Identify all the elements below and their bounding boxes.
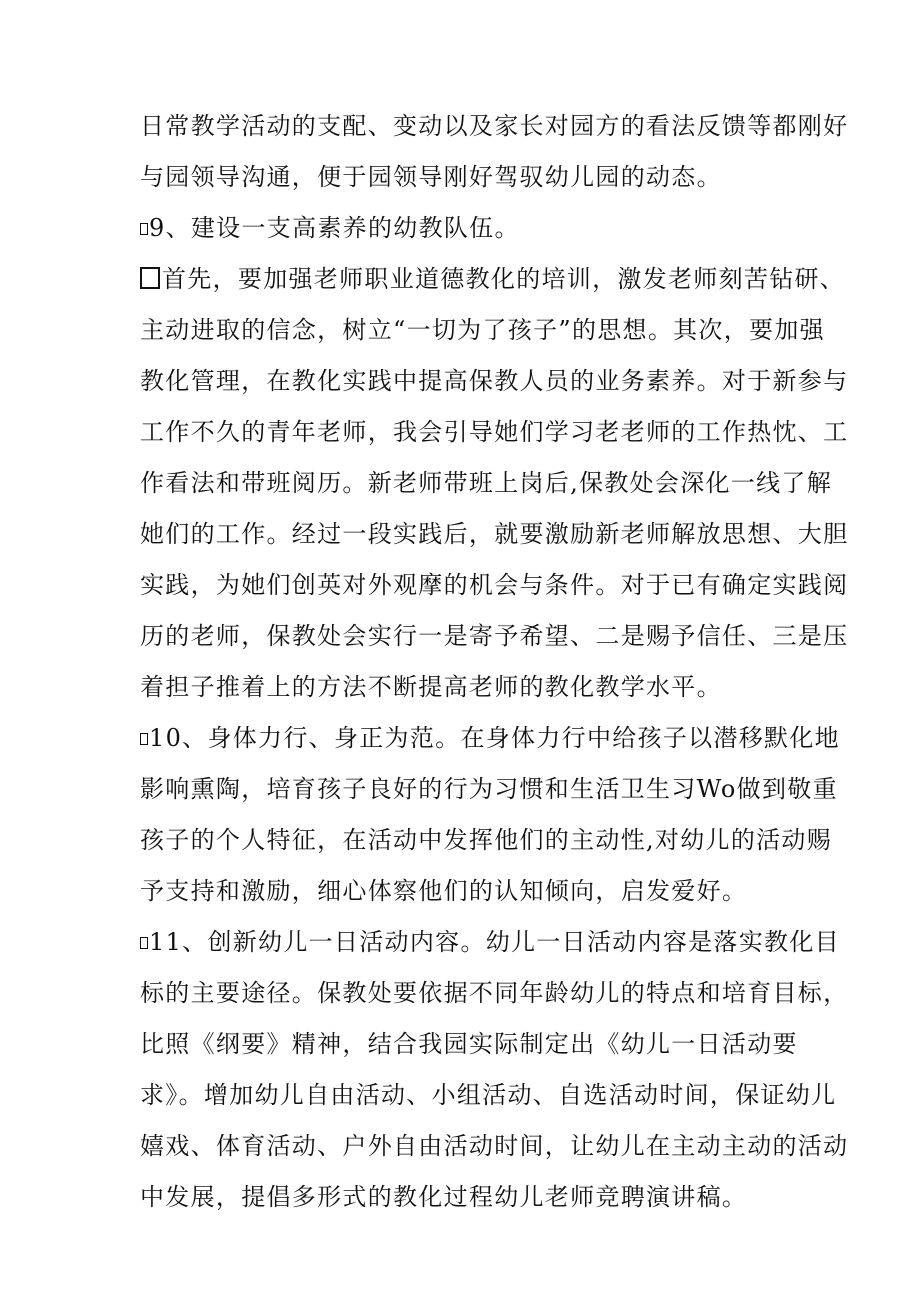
paragraph-line — [140, 417, 849, 447]
line-text: 实践，为她们创英对外观摩的机会与条件。对于已有确定实践阅 — [140, 571, 849, 599]
line-text: 与园领导沟通，便于园领导刚好驾驭幼儿园的动态。 — [140, 163, 722, 191]
paragraph-line — [140, 672, 790, 702]
checkbox-glyph-icon — [140, 223, 148, 235]
line-text: 历的老师，保教处会实行一是寄予希望、二是赐予信任、三是压 — [140, 622, 849, 650]
paragraph-line — [140, 825, 833, 855]
paragraph-line — [140, 111, 849, 141]
line-text: 着担子推着上的方法不断提高老师的教化教学水平。 — [140, 673, 722, 701]
line-text: 日常教学活动的支配、变动以及家长对园方的看法反馈等都刚好 — [140, 112, 849, 140]
line-text: 求》。增加幼儿自由活动、小组活动、自选活动时间，保证幼儿 — [140, 1081, 837, 1109]
line-text: 主动进取的信念，树立“一切为了孩子”的思想。其次，要加强 — [140, 316, 825, 344]
line-text: 中发展，提倡多形式的教化过程幼儿老师竞聘演讲稿。 — [140, 1183, 748, 1211]
paragraph-line — [140, 519, 849, 549]
line-text: 她们的工作。经过一段实践后，就要激励新老师解放思想、大胆 — [140, 520, 849, 548]
paragraph-line — [140, 876, 790, 906]
line-text: 孩子的个人特征，在活动中发挥他们的主动性,对幼儿的活动赐 — [140, 826, 833, 854]
paragraph-line — [140, 468, 833, 498]
section-heading-9 — [140, 213, 790, 243]
paragraph-line — [140, 315, 825, 345]
checkbox-glyph-icon — [140, 937, 148, 949]
line-text: 嬉戏、体育活动、户外自由活动时间，让幼儿在主动主动的活动 — [140, 1132, 849, 1160]
paragraph-line — [140, 978, 849, 1008]
line-text: 教化管理，在教化实践中提高保教人员的业务素养。对于新参与 — [140, 367, 849, 395]
square-glyph-icon — [140, 267, 160, 289]
paragraph-line — [140, 1080, 837, 1110]
line-text: 首先，要加强老师职业道德教化的培训，激发老师刻苦钻研、 — [162, 265, 846, 293]
section-heading-10 — [140, 723, 840, 753]
paragraph-line — [140, 570, 849, 600]
line-text: 标的主要途径。保教处要依据不同年龄幼儿的特点和培育目标， — [140, 979, 849, 1007]
line-text: 9、建设一支高素养的幼教队伍。 — [149, 214, 520, 242]
paragraph-line — [140, 162, 790, 192]
line-text: 工作不久的青年老师，我会引导她们学习老老师的工作热忱、工 — [140, 418, 849, 446]
paragraph-line — [140, 1131, 849, 1161]
section-heading-11 — [140, 927, 840, 957]
line-text: 影响熏陶，培育孩子良好的行为习惯和生活卫生习Wo做到敬重 — [140, 775, 838, 803]
paragraph-line — [140, 774, 838, 804]
paragraph-line — [140, 1182, 790, 1212]
paragraph-line — [140, 366, 849, 396]
line-text: 比照《纲要》精神，结合我园实际制定出《幼儿一日活动要 — [140, 1030, 798, 1058]
line-text: 作看法和带班阅历。新老师带班上岗后,保教处会深化一线了解 — [140, 469, 833, 497]
line-text: 11、创新幼儿一日活动内容。幼儿一日活动内容是落实教化目 — [149, 928, 840, 956]
paragraph-line — [140, 621, 849, 651]
line-text: 10、身体力行、身正为范。在身体力行中给孩子以潜移默化地 — [149, 724, 840, 752]
paragraph-line — [140, 1029, 798, 1059]
line-text: 予支持和激励，细心体察他们的认知倾向，启发爱好。 — [140, 877, 748, 905]
checkbox-glyph-icon — [140, 733, 148, 745]
paragraph-line — [140, 264, 846, 294]
